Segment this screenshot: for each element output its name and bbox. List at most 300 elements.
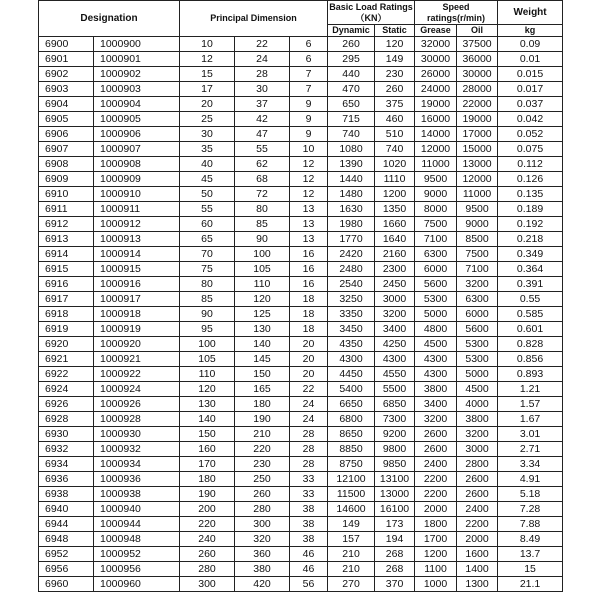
static-load-cell: 4300 xyxy=(375,352,415,367)
dynamic-load-cell: 1630 xyxy=(328,202,375,217)
bore-d-cell: 17 xyxy=(180,82,235,97)
static-load-cell: 268 xyxy=(375,547,415,562)
part-code-cell: 1000920 xyxy=(94,337,180,352)
dynamic-load-cell: 1980 xyxy=(328,217,375,232)
table-row xyxy=(39,427,563,442)
width-B-cell: 22 xyxy=(290,382,328,397)
table-row xyxy=(39,382,563,397)
weight-kg-cell: 0.112 xyxy=(498,157,563,172)
table-row xyxy=(39,127,563,142)
width-B-cell: 28 xyxy=(290,457,328,472)
table-row xyxy=(39,487,563,502)
header-speed-line2: ratings(r/min) xyxy=(427,12,486,23)
bore-d-cell: 80 xyxy=(180,277,235,292)
weight-kg-cell: 0.364 xyxy=(498,262,563,277)
weight-kg-cell: 0.218 xyxy=(498,232,563,247)
oil-speed-cell: 9500 xyxy=(457,202,498,217)
grease-speed-cell: 4800 xyxy=(415,322,457,337)
oil-speed-cell: 6300 xyxy=(457,292,498,307)
part-code-cell: 1000912 xyxy=(94,217,180,232)
width-B-cell: 38 xyxy=(290,502,328,517)
part-code-cell: 1000938 xyxy=(94,487,180,502)
bearing-number-cell: 6960 xyxy=(39,577,94,592)
outer-diameter-D-cell: 105 xyxy=(235,262,290,277)
bearing-number-cell: 6910 xyxy=(39,187,94,202)
dynamic-load-cell: 3350 xyxy=(328,307,375,322)
static-load-cell: 173 xyxy=(375,517,415,532)
dynamic-load-cell: 157 xyxy=(328,532,375,547)
header-kg: kg xyxy=(498,25,563,37)
oil-speed-cell: 2800 xyxy=(457,457,498,472)
table-row xyxy=(39,502,563,517)
static-load-cell: 9850 xyxy=(375,457,415,472)
bearing-number-cell: 6915 xyxy=(39,262,94,277)
dynamic-load-cell: 6800 xyxy=(328,412,375,427)
weight-kg-cell: 0.391 xyxy=(498,277,563,292)
width-B-cell: 12 xyxy=(290,172,328,187)
dynamic-load-cell: 260 xyxy=(328,37,375,52)
weight-kg-cell: 0.037 xyxy=(498,97,563,112)
table-row xyxy=(39,322,563,337)
table-row xyxy=(39,157,563,172)
weight-kg-cell: 0.015 xyxy=(498,67,563,82)
header-designation: Designation xyxy=(39,1,180,37)
part-code-cell: 1000934 xyxy=(94,457,180,472)
width-B-cell: 33 xyxy=(290,472,328,487)
static-load-cell: 230 xyxy=(375,67,415,82)
outer-diameter-D-cell: 90 xyxy=(235,232,290,247)
grease-speed-cell: 3800 xyxy=(415,382,457,397)
bore-d-cell: 170 xyxy=(180,457,235,472)
part-code-cell: 1000924 xyxy=(94,382,180,397)
part-code-cell: 1000930 xyxy=(94,427,180,442)
bore-d-cell: 10 xyxy=(180,37,235,52)
table-row xyxy=(39,547,563,562)
width-B-cell: 46 xyxy=(290,547,328,562)
bearing-number-cell: 6922 xyxy=(39,367,94,382)
weight-kg-cell: 0.189 xyxy=(498,202,563,217)
oil-speed-cell: 3200 xyxy=(457,427,498,442)
width-B-cell: 7 xyxy=(290,67,328,82)
bearing-number-cell: 6956 xyxy=(39,562,94,577)
header-basic-load-ratings-line1: Basic Load Ratings xyxy=(329,1,413,12)
width-B-cell: 16 xyxy=(290,277,328,292)
part-code-cell: 1000960 xyxy=(94,577,180,592)
width-B-cell: 20 xyxy=(290,337,328,352)
bore-d-cell: 60 xyxy=(180,217,235,232)
static-load-cell: 268 xyxy=(375,562,415,577)
grease-speed-cell: 5000 xyxy=(415,307,457,322)
weight-kg-cell: 13.7 xyxy=(498,547,563,562)
oil-speed-cell: 3800 xyxy=(457,412,498,427)
part-code-cell: 1000902 xyxy=(94,67,180,82)
bearing-number-cell: 6919 xyxy=(39,322,94,337)
table-row xyxy=(39,292,563,307)
width-B-cell: 9 xyxy=(290,97,328,112)
static-load-cell: 120 xyxy=(375,37,415,52)
bore-d-cell: 280 xyxy=(180,562,235,577)
static-load-cell: 149 xyxy=(375,52,415,67)
grease-speed-cell: 5300 xyxy=(415,292,457,307)
bore-d-cell: 20 xyxy=(180,97,235,112)
outer-diameter-D-cell: 62 xyxy=(235,157,290,172)
grease-speed-cell: 1200 xyxy=(415,547,457,562)
outer-diameter-D-cell: 68 xyxy=(235,172,290,187)
bearing-spec-table xyxy=(38,0,563,592)
table-row xyxy=(39,412,563,427)
part-code-cell: 1000948 xyxy=(94,532,180,547)
outer-diameter-D-cell: 140 xyxy=(235,337,290,352)
width-B-cell: 18 xyxy=(290,292,328,307)
header-speed-ratings xyxy=(415,1,498,25)
grease-speed-cell: 7100 xyxy=(415,232,457,247)
part-code-cell: 1000911 xyxy=(94,202,180,217)
oil-speed-cell: 2600 xyxy=(457,472,498,487)
bore-d-cell: 45 xyxy=(180,172,235,187)
dynamic-load-cell: 6650 xyxy=(328,397,375,412)
grease-speed-cell: 26000 xyxy=(415,67,457,82)
dynamic-load-cell: 3250 xyxy=(328,292,375,307)
oil-speed-cell: 28000 xyxy=(457,82,498,97)
dynamic-load-cell: 440 xyxy=(328,67,375,82)
weight-kg-cell: 0.55 xyxy=(498,292,563,307)
table-row xyxy=(39,52,563,67)
grease-speed-cell: 1000 xyxy=(415,577,457,592)
width-B-cell: 13 xyxy=(290,202,328,217)
part-code-cell: 1000900 xyxy=(94,37,180,52)
bearing-number-cell: 6906 xyxy=(39,127,94,142)
bore-d-cell: 75 xyxy=(180,262,235,277)
bearing-number-cell: 6924 xyxy=(39,382,94,397)
part-code-cell: 1000909 xyxy=(94,172,180,187)
header-grease: Grease xyxy=(415,25,457,37)
part-code-cell: 1000928 xyxy=(94,412,180,427)
static-load-cell: 9800 xyxy=(375,442,415,457)
bore-d-cell: 260 xyxy=(180,547,235,562)
dynamic-load-cell: 3450 xyxy=(328,322,375,337)
weight-kg-cell: 21.1 xyxy=(498,577,563,592)
weight-kg-cell: 0.01 xyxy=(498,52,563,67)
static-load-cell: 3000 xyxy=(375,292,415,307)
weight-kg-cell: 0.601 xyxy=(498,322,563,337)
bore-d-cell: 85 xyxy=(180,292,235,307)
bearing-number-cell: 6908 xyxy=(39,157,94,172)
width-B-cell: 56 xyxy=(290,577,328,592)
weight-kg-cell: 8.49 xyxy=(498,532,563,547)
bore-d-cell: 200 xyxy=(180,502,235,517)
grease-speed-cell: 9000 xyxy=(415,187,457,202)
static-load-cell: 1660 xyxy=(375,217,415,232)
header-weight: Weight xyxy=(498,1,563,25)
oil-speed-cell: 5000 xyxy=(457,367,498,382)
grease-speed-cell: 2600 xyxy=(415,427,457,442)
width-B-cell: 24 xyxy=(290,397,328,412)
part-code-cell: 1000956 xyxy=(94,562,180,577)
part-code-cell: 1000915 xyxy=(94,262,180,277)
weight-kg-cell: 0.042 xyxy=(498,112,563,127)
grease-speed-cell: 5600 xyxy=(415,277,457,292)
part-code-cell: 1000922 xyxy=(94,367,180,382)
outer-diameter-D-cell: 150 xyxy=(235,367,290,382)
bearing-number-cell: 6917 xyxy=(39,292,94,307)
weight-kg-cell: 0.585 xyxy=(498,307,563,322)
header-basic-load-ratings xyxy=(328,1,415,25)
oil-speed-cell: 37500 xyxy=(457,37,498,52)
static-load-cell: 375 xyxy=(375,97,415,112)
static-load-cell: 260 xyxy=(375,82,415,97)
dynamic-load-cell: 8750 xyxy=(328,457,375,472)
bore-d-cell: 140 xyxy=(180,412,235,427)
outer-diameter-D-cell: 380 xyxy=(235,562,290,577)
table-row xyxy=(39,472,563,487)
bearing-number-cell: 6911 xyxy=(39,202,94,217)
width-B-cell: 38 xyxy=(290,517,328,532)
dynamic-load-cell: 2480 xyxy=(328,262,375,277)
oil-speed-cell: 11000 xyxy=(457,187,498,202)
table-row xyxy=(39,217,563,232)
weight-kg-cell: 1.21 xyxy=(498,382,563,397)
width-B-cell: 46 xyxy=(290,562,328,577)
static-load-cell: 3400 xyxy=(375,322,415,337)
table-body xyxy=(39,37,563,592)
dynamic-load-cell: 295 xyxy=(328,52,375,67)
width-B-cell: 28 xyxy=(290,442,328,457)
table-row xyxy=(39,97,563,112)
bearing-number-cell: 6907 xyxy=(39,142,94,157)
part-code-cell: 1000918 xyxy=(94,307,180,322)
table-row xyxy=(39,307,563,322)
oil-speed-cell: 7100 xyxy=(457,262,498,277)
dynamic-load-cell: 210 xyxy=(328,547,375,562)
oil-speed-cell: 1300 xyxy=(457,577,498,592)
weight-kg-cell: 0.192 xyxy=(498,217,563,232)
grease-speed-cell: 2200 xyxy=(415,472,457,487)
static-load-cell: 2450 xyxy=(375,277,415,292)
bearing-number-cell: 6938 xyxy=(39,487,94,502)
outer-diameter-D-cell: 220 xyxy=(235,442,290,457)
oil-speed-cell: 1400 xyxy=(457,562,498,577)
table-row xyxy=(39,82,563,97)
bearing-number-cell: 6916 xyxy=(39,277,94,292)
grease-speed-cell: 12000 xyxy=(415,142,457,157)
part-code-cell: 1000901 xyxy=(94,52,180,67)
table-header xyxy=(39,1,563,37)
outer-diameter-D-cell: 24 xyxy=(235,52,290,67)
static-load-cell: 740 xyxy=(375,142,415,157)
oil-speed-cell: 5600 xyxy=(457,322,498,337)
bore-d-cell: 110 xyxy=(180,367,235,382)
bearing-number-cell: 6928 xyxy=(39,412,94,427)
oil-speed-cell: 22000 xyxy=(457,97,498,112)
grease-speed-cell: 24000 xyxy=(415,82,457,97)
bearing-number-cell: 6944 xyxy=(39,517,94,532)
oil-speed-cell: 2200 xyxy=(457,517,498,532)
dynamic-load-cell: 8850 xyxy=(328,442,375,457)
part-code-cell: 1000908 xyxy=(94,157,180,172)
grease-speed-cell: 16000 xyxy=(415,112,457,127)
oil-speed-cell: 6000 xyxy=(457,307,498,322)
bore-d-cell: 160 xyxy=(180,442,235,457)
outer-diameter-D-cell: 72 xyxy=(235,187,290,202)
outer-diameter-D-cell: 320 xyxy=(235,532,290,547)
dynamic-load-cell: 2420 xyxy=(328,247,375,262)
grease-speed-cell: 11000 xyxy=(415,157,457,172)
dynamic-load-cell: 11500 xyxy=(328,487,375,502)
weight-kg-cell: 0.052 xyxy=(498,127,563,142)
part-code-cell: 1000904 xyxy=(94,97,180,112)
outer-diameter-D-cell: 420 xyxy=(235,577,290,592)
dynamic-load-cell: 2540 xyxy=(328,277,375,292)
oil-speed-cell: 2400 xyxy=(457,502,498,517)
bore-d-cell: 40 xyxy=(180,157,235,172)
width-B-cell: 20 xyxy=(290,367,328,382)
oil-speed-cell: 1600 xyxy=(457,547,498,562)
table-row xyxy=(39,577,563,592)
width-B-cell: 16 xyxy=(290,262,328,277)
width-B-cell: 13 xyxy=(290,217,328,232)
bore-d-cell: 220 xyxy=(180,517,235,532)
dynamic-load-cell: 1440 xyxy=(328,172,375,187)
oil-speed-cell: 13000 xyxy=(457,157,498,172)
weight-kg-cell: 0.856 xyxy=(498,352,563,367)
bearing-spec-sheet xyxy=(38,0,562,592)
dynamic-load-cell: 470 xyxy=(328,82,375,97)
weight-kg-cell: 1.67 xyxy=(498,412,563,427)
header-principal-dimension: Principal Dimension xyxy=(180,1,328,37)
bearing-number-cell: 6901 xyxy=(39,52,94,67)
grease-speed-cell: 6300 xyxy=(415,247,457,262)
dynamic-load-cell: 715 xyxy=(328,112,375,127)
grease-speed-cell: 3400 xyxy=(415,397,457,412)
width-B-cell: 6 xyxy=(290,37,328,52)
part-code-cell: 1000906 xyxy=(94,127,180,142)
bore-d-cell: 35 xyxy=(180,142,235,157)
outer-diameter-D-cell: 55 xyxy=(235,142,290,157)
table-row xyxy=(39,187,563,202)
dynamic-load-cell: 4450 xyxy=(328,367,375,382)
outer-diameter-D-cell: 85 xyxy=(235,217,290,232)
outer-diameter-D-cell: 30 xyxy=(235,82,290,97)
outer-diameter-D-cell: 120 xyxy=(235,292,290,307)
part-code-cell: 1000932 xyxy=(94,442,180,457)
table-row xyxy=(39,247,563,262)
static-load-cell: 1350 xyxy=(375,202,415,217)
width-B-cell: 33 xyxy=(290,487,328,502)
outer-diameter-D-cell: 280 xyxy=(235,502,290,517)
table-row xyxy=(39,352,563,367)
oil-speed-cell: 19000 xyxy=(457,112,498,127)
oil-speed-cell: 12000 xyxy=(457,172,498,187)
dynamic-load-cell: 1480 xyxy=(328,187,375,202)
bearing-number-cell: 6914 xyxy=(39,247,94,262)
static-load-cell: 1200 xyxy=(375,187,415,202)
bore-d-cell: 65 xyxy=(180,232,235,247)
table-row xyxy=(39,277,563,292)
width-B-cell: 38 xyxy=(290,532,328,547)
static-load-cell: 6850 xyxy=(375,397,415,412)
outer-diameter-D-cell: 47 xyxy=(235,127,290,142)
weight-kg-cell: 2.71 xyxy=(498,442,563,457)
part-code-cell: 1000913 xyxy=(94,232,180,247)
bearing-number-cell: 6934 xyxy=(39,457,94,472)
width-B-cell: 10 xyxy=(290,142,328,157)
dynamic-load-cell: 149 xyxy=(328,517,375,532)
static-load-cell: 2300 xyxy=(375,262,415,277)
outer-diameter-D-cell: 100 xyxy=(235,247,290,262)
width-B-cell: 28 xyxy=(290,427,328,442)
bore-d-cell: 25 xyxy=(180,112,235,127)
outer-diameter-D-cell: 110 xyxy=(235,277,290,292)
oil-speed-cell: 15000 xyxy=(457,142,498,157)
bore-d-cell: 300 xyxy=(180,577,235,592)
width-B-cell: 9 xyxy=(290,112,328,127)
table-row xyxy=(39,202,563,217)
bore-d-cell: 105 xyxy=(180,352,235,367)
bearing-number-cell: 6920 xyxy=(39,337,94,352)
outer-diameter-D-cell: 80 xyxy=(235,202,290,217)
table-row xyxy=(39,262,563,277)
width-B-cell: 18 xyxy=(290,307,328,322)
dynamic-load-cell: 4350 xyxy=(328,337,375,352)
static-load-cell: 2160 xyxy=(375,247,415,262)
part-code-cell: 1000940 xyxy=(94,502,180,517)
grease-speed-cell: 1700 xyxy=(415,532,457,547)
part-code-cell: 1000905 xyxy=(94,112,180,127)
weight-kg-cell: 7.28 xyxy=(498,502,563,517)
header-basic-load-ratings-line2: （KN） xyxy=(355,12,387,23)
table-row xyxy=(39,397,563,412)
grease-speed-cell: 8000 xyxy=(415,202,457,217)
static-load-cell: 9200 xyxy=(375,427,415,442)
table-row xyxy=(39,532,563,547)
static-load-cell: 13000 xyxy=(375,487,415,502)
width-B-cell: 9 xyxy=(290,127,328,142)
weight-kg-cell: 0.09 xyxy=(498,37,563,52)
bearing-number-cell: 6932 xyxy=(39,442,94,457)
oil-speed-cell: 5300 xyxy=(457,337,498,352)
table-row xyxy=(39,37,563,52)
weight-kg-cell: 5.18 xyxy=(498,487,563,502)
outer-diameter-D-cell: 230 xyxy=(235,457,290,472)
table-row xyxy=(39,142,563,157)
oil-speed-cell: 3200 xyxy=(457,277,498,292)
oil-speed-cell: 5300 xyxy=(457,352,498,367)
bore-d-cell: 12 xyxy=(180,52,235,67)
outer-diameter-D-cell: 22 xyxy=(235,37,290,52)
outer-diameter-D-cell: 210 xyxy=(235,427,290,442)
width-B-cell: 12 xyxy=(290,187,328,202)
grease-speed-cell: 3200 xyxy=(415,412,457,427)
table-row xyxy=(39,517,563,532)
part-code-cell: 1000919 xyxy=(94,322,180,337)
grease-speed-cell: 4500 xyxy=(415,337,457,352)
weight-kg-cell: 3.01 xyxy=(498,427,563,442)
static-load-cell: 4550 xyxy=(375,367,415,382)
table-row xyxy=(39,337,563,352)
part-code-cell: 1000921 xyxy=(94,352,180,367)
bearing-number-cell: 6909 xyxy=(39,172,94,187)
outer-diameter-D-cell: 250 xyxy=(235,472,290,487)
static-load-cell: 7300 xyxy=(375,412,415,427)
part-code-cell: 1000907 xyxy=(94,142,180,157)
weight-kg-cell: 15 xyxy=(498,562,563,577)
weight-kg-cell: 0.017 xyxy=(498,82,563,97)
weight-kg-cell: 0.126 xyxy=(498,172,563,187)
bore-d-cell: 30 xyxy=(180,127,235,142)
outer-diameter-D-cell: 360 xyxy=(235,547,290,562)
oil-speed-cell: 2600 xyxy=(457,487,498,502)
dynamic-load-cell: 4300 xyxy=(328,352,375,367)
